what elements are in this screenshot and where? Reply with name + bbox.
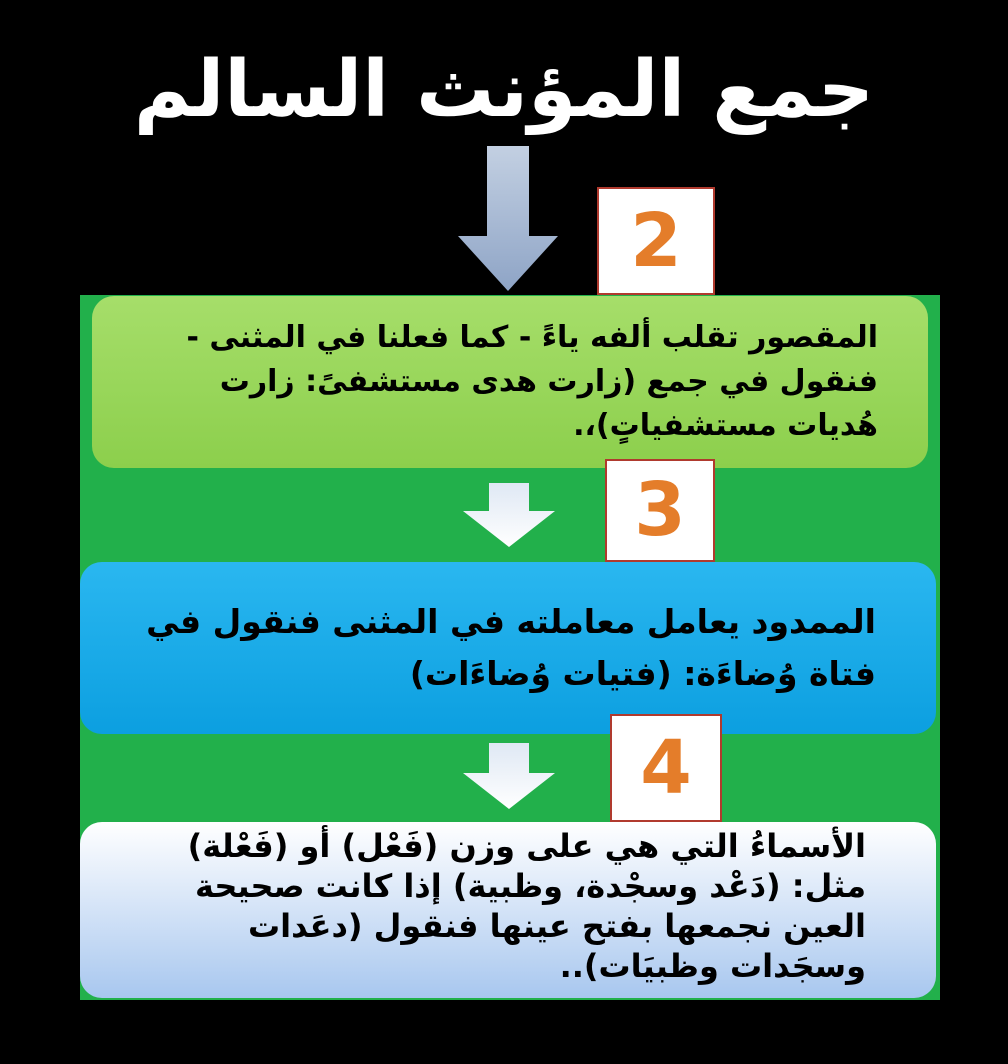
page-title: جمع المؤنث السالم — [133, 45, 875, 135]
step-box-2 — [92, 296, 928, 468]
arrow-down-icon — [458, 146, 558, 291]
step-text-2: المقصور تقلب ألفه ياءً - كما فعلنا في المثنى - فنقول في جمع (زارت هدى مستشفىً: زارت هُديات مستشفياتٍ)،. — [186, 320, 878, 443]
step-box-3 — [80, 562, 936, 734]
step-box-4 — [80, 822, 936, 998]
step-number-2: 2 — [597, 187, 715, 295]
step-number-3: 3 — [605, 459, 715, 562]
arrow-down-icon — [463, 743, 555, 809]
arrow-down-icon — [463, 483, 555, 547]
step-text-3: الممدود يعامل معاملته في المثنى فنقول في فتاة وُضاءَة: (فتيات وُضاءَات) — [146, 602, 876, 693]
step-number-4: 4 — [610, 714, 722, 822]
step-text-4: الأسماءُ التي هي على وزن (فَعْل) أو (فَعْلة) مثل: (دَعْد وسجْدة، وظبية) إذا كانت صحيحة العين نجمعها بفتح عينها فنقول (دعَدات وسجَدات وظبيَات).. — [187, 827, 866, 985]
